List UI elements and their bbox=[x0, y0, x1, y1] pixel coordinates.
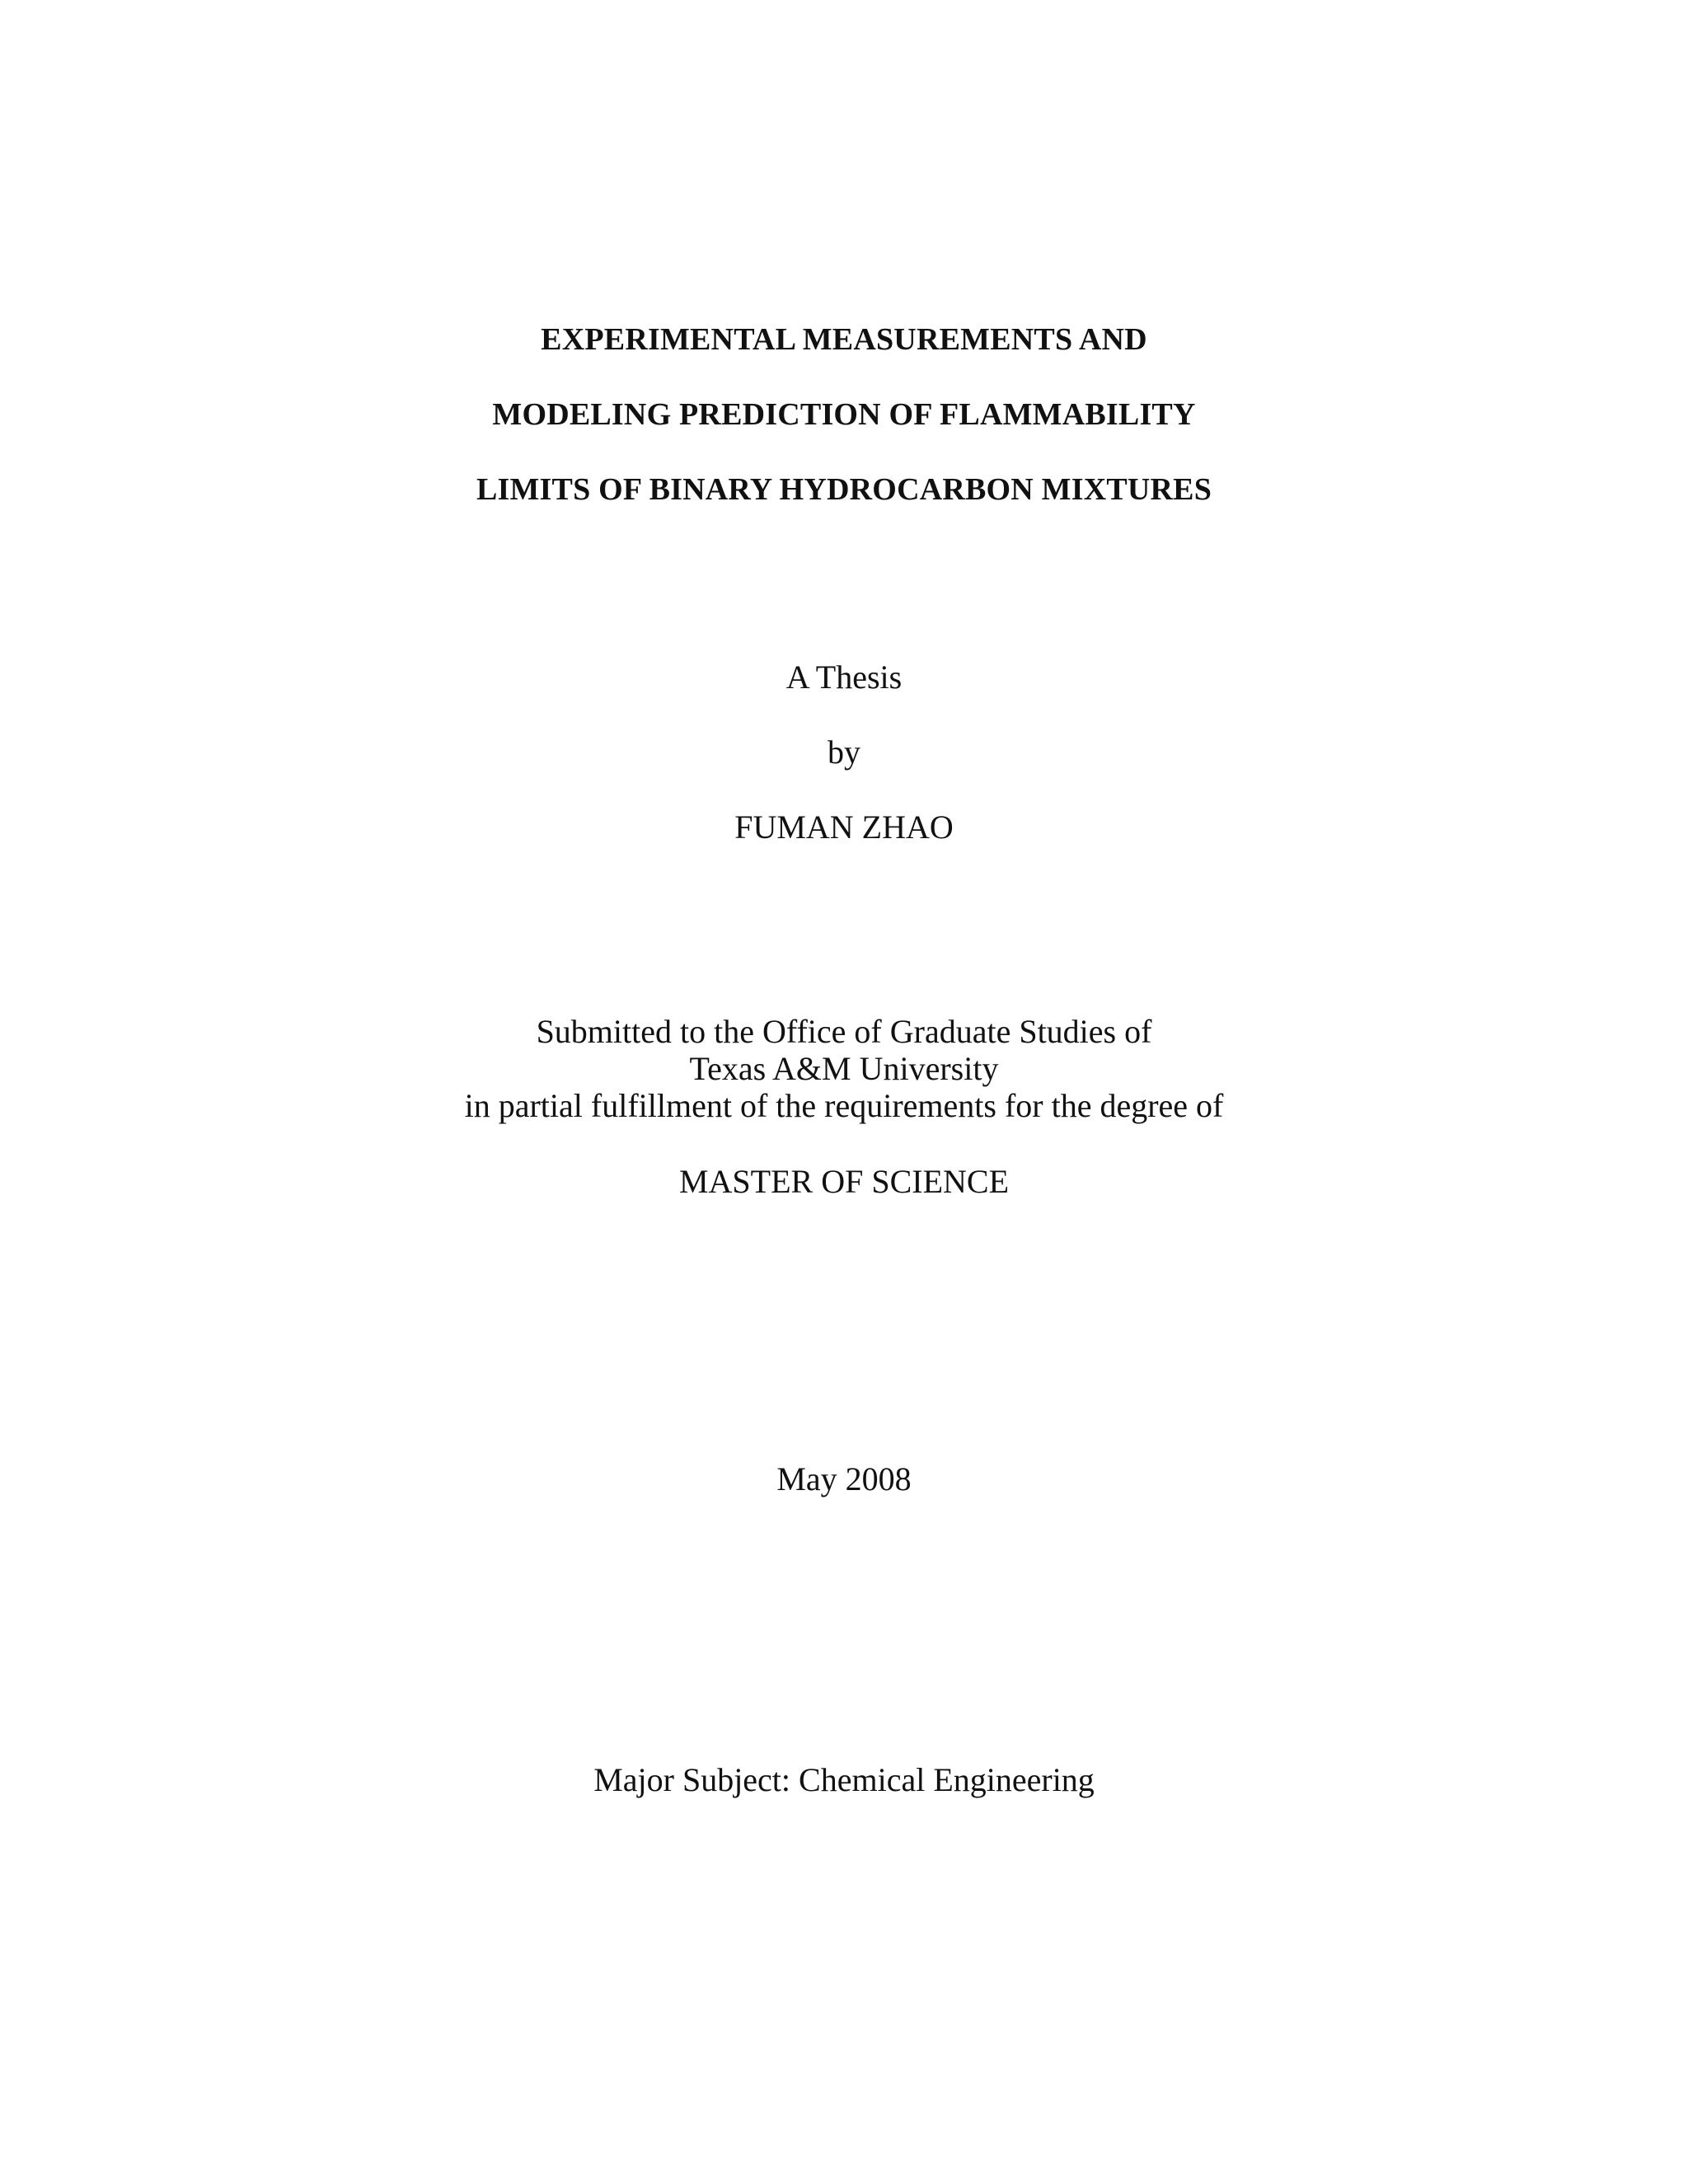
submission-line-1: Submitted to the Office of Graduate Studies of bbox=[536, 1013, 1152, 1050]
thesis-title-line-1: EXPERIMENTAL MEASUREMENTS AND bbox=[541, 322, 1147, 357]
author-name: FUMAN ZHAO bbox=[734, 808, 954, 846]
submission-line-3: in partial fulfillment of the requirements for the degree of bbox=[464, 1087, 1224, 1124]
by-label: by bbox=[828, 733, 860, 771]
document-type-label: A Thesis bbox=[785, 658, 903, 696]
thesis-title-line-3: LIMITS OF BINARY HYDROCARBON MIXTURES bbox=[476, 472, 1212, 507]
major-subject: Major Subject: Chemical Engineering bbox=[593, 1761, 1095, 1798]
submission-line-2: Texas A&M University bbox=[689, 1050, 999, 1087]
submission-date: May 2008 bbox=[776, 1460, 912, 1497]
degree-name: MASTER OF SCIENCE bbox=[678, 1163, 1010, 1200]
thesis-title-line-2: MODELING PREDICTION OF FLAMMABILITY bbox=[492, 397, 1196, 432]
